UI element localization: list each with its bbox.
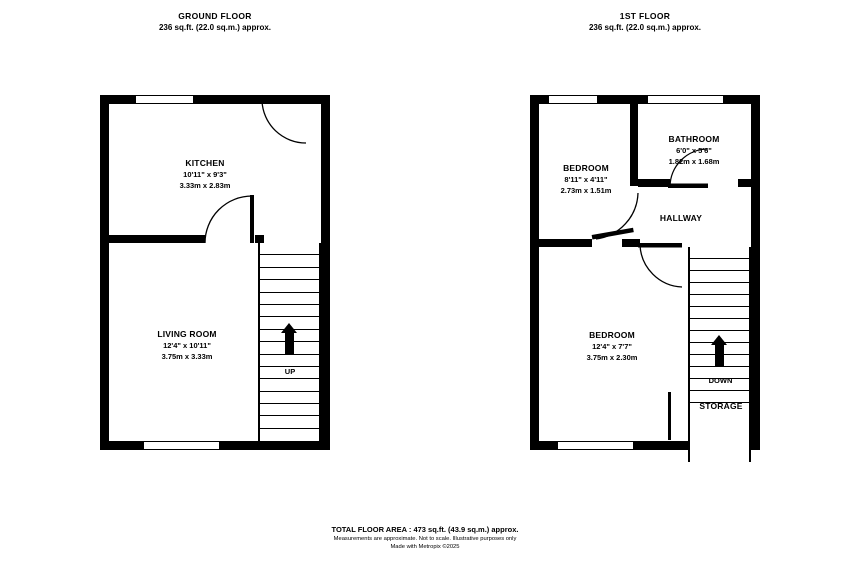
ground-floor-title: GROUND FLOOR [178, 11, 252, 21]
kitchen-dim-imperial: 10'11" x 9'3" [183, 170, 227, 179]
bathroom-window [648, 95, 723, 104]
bedroom-small-dim-imperial: 8'11" x 4'11" [564, 175, 608, 184]
storage-divider [668, 392, 671, 440]
living-room-window [144, 441, 219, 450]
bedroom-main-window [558, 441, 633, 450]
ground-stair-up-label: UP [284, 367, 296, 376]
first-floor-title: 1ST FLOOR [619, 11, 671, 21]
storage-label: STORAGE [699, 401, 743, 411]
kitchen-window [136, 95, 193, 104]
first-bathroom-hall-wall [638, 179, 670, 187]
room-label-bedroom-main [538, 330, 686, 363]
ground-entrance-door-top [260, 99, 322, 145]
kitchen-dim-metric: 3.33m x 2.83m [179, 181, 231, 190]
footer [0, 524, 850, 551]
footer-disclaimer: Measurements are approximate. Not to scale. Illustrative purposes only [333, 536, 517, 542]
room-label-living-room [112, 329, 262, 362]
ground-floor-area: 236 sq.ft. (22.0 sq.m.) approx. [158, 23, 272, 32]
room-label-kitchen [130, 158, 280, 191]
bathroom-dim-imperial: 6'0" x 5'6" [676, 146, 712, 155]
first-wall-left [530, 95, 539, 450]
hallway-label: HALLWAY [659, 213, 703, 223]
living-room-name: LIVING ROOM [157, 329, 217, 339]
bedroom-main-name: BEDROOM [589, 330, 635, 340]
first-right-notch [738, 179, 752, 187]
ground-wall-right [321, 95, 330, 450]
bathroom-dim-metric: 1.82m x 1.68m [668, 157, 720, 166]
first-wall-right [751, 95, 760, 450]
bathroom-name: BATHROOM [668, 134, 720, 144]
room-label-bathroom [640, 134, 748, 167]
bedroom-main-dim-metric: 3.75m x 2.30m [586, 353, 638, 362]
first-floor-plan [530, 95, 760, 450]
first-internal-wall-upper [530, 239, 592, 247]
ground-internal-wall [100, 235, 205, 243]
first-floor-area: 236 sq.ft. (22.0 sq.m.) approx. [588, 23, 702, 32]
bedroom-small-name: BEDROOM [563, 163, 609, 173]
footer-credit: Made with Metropix ©2025 [390, 544, 460, 550]
living-room-dim-metric: 3.75m x 3.33m [161, 352, 213, 361]
bedroom-small-dim-metric: 2.73m x 1.51m [560, 186, 612, 195]
bedroom-main-door-swing [638, 243, 690, 291]
kitchen-name: KITCHEN [185, 158, 225, 168]
total-floor-area: TOTAL FLOOR AREA : 473 sq.ft. (43.9 sq.m.) approx. [331, 525, 519, 534]
ground-stair-up-arrow [278, 323, 302, 355]
first-stair-down-arrow [708, 335, 732, 367]
bedroom-small-window [549, 95, 597, 104]
kitchen-door-swing [204, 195, 260, 245]
ground-wall-left [100, 95, 109, 450]
bedroom-main-dim-imperial: 12'4" x 7'7" [592, 342, 632, 351]
living-room-dim-imperial: 12'4" x 10'11" [163, 341, 211, 350]
first-stair-down-label: DOWN [708, 376, 733, 385]
ground-floor-plan [100, 95, 330, 450]
room-label-bedroom-small [538, 163, 634, 196]
